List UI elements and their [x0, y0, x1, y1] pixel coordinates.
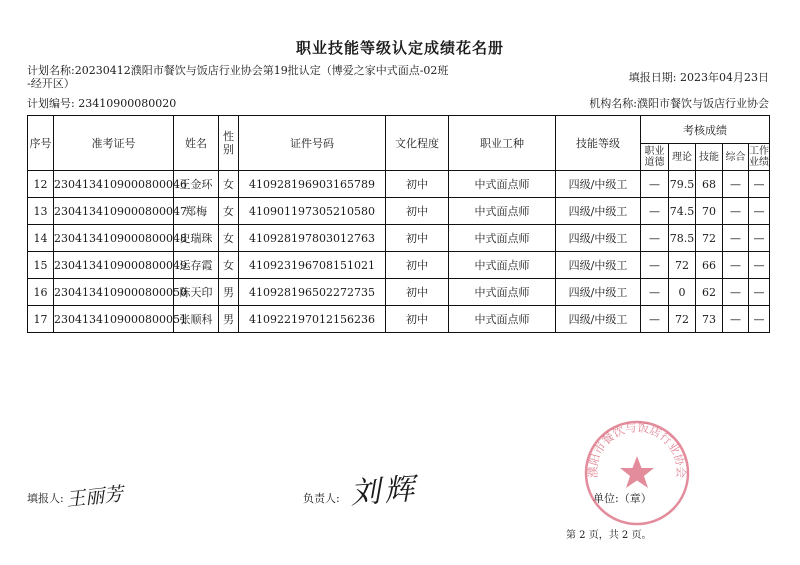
cell-gender: 女 [219, 252, 239, 279]
plan-no: 23410900080020 [78, 97, 177, 110]
cell-ethics: — [641, 198, 669, 225]
cell-exam-no: 2304134109000800048 [54, 225, 174, 252]
cell-gender: 女 [219, 171, 239, 198]
cell-skill: 68 [696, 171, 723, 198]
cell-theory: 72 [669, 306, 696, 333]
cell-seq: 12 [28, 171, 54, 198]
cell-occupation: 中式面点师 [449, 279, 556, 306]
header-occupation: 职业工种 [449, 116, 556, 171]
plan-no-label: 计划编号: [27, 97, 75, 110]
header-education: 文化程度 [386, 116, 449, 171]
header-theory: 理论 [669, 144, 696, 171]
cell-ethics: — [641, 171, 669, 198]
table-row [28, 306, 770, 333]
header-name: 姓名 [174, 116, 219, 171]
cell-education: 初中 [386, 252, 449, 279]
cell-work: — [749, 279, 770, 306]
score-table [27, 115, 770, 333]
header-scores: 考核成绩 [641, 116, 770, 144]
cell-id-no: 410923196708151021 [239, 252, 386, 279]
cell-seq: 17 [28, 306, 54, 333]
cell-skill: 62 [696, 279, 723, 306]
header-level: 技能等级 [556, 116, 641, 171]
table-row [28, 279, 770, 306]
cell-theory: 72 [669, 252, 696, 279]
cell-education: 初中 [386, 198, 449, 225]
cell-comprehensive: — [723, 171, 749, 198]
cell-work: — [749, 225, 770, 252]
header-id-no: 证件号码 [239, 116, 386, 171]
cell-comprehensive: — [723, 306, 749, 333]
cell-skill: 70 [696, 198, 723, 225]
cell-id-no: 410922197012156236 [239, 306, 386, 333]
cell-gender: 女 [219, 225, 239, 252]
cell-exam-no: 2304134109000800047 [54, 198, 174, 225]
seal-text: 濮阳市餐饮与饭店行业协会 [585, 420, 689, 479]
header-ethics: 职业道德 [641, 144, 669, 171]
filler-label: 填报人: [27, 492, 64, 505]
cell-comprehensive: — [723, 279, 749, 306]
cell-work: — [749, 306, 770, 333]
cell-occupation: 中式面点师 [449, 171, 556, 198]
cell-theory: 79.5 [669, 171, 696, 198]
cell-gender: 男 [219, 306, 239, 333]
page-info: 第 2 页，共 2 页。 [566, 530, 652, 541]
cell-comprehensive: — [723, 198, 749, 225]
cell-education: 初中 [386, 225, 449, 252]
fill-date-label: 填报日期: [628, 71, 677, 84]
cell-exam-no: 2304134109000800046 [54, 171, 174, 198]
plan-name-label: 计划名称: [27, 64, 75, 77]
header-exam-no: 准考证号 [54, 116, 174, 171]
cell-name: 王金环 [174, 171, 219, 198]
cell-skill: 66 [696, 252, 723, 279]
table-row [28, 252, 770, 279]
plan-name-line1: 20230412濮阳市餐饮与饭店行业协会第19批认定（博爱之家中式面点-02班 [74, 64, 449, 77]
cell-seq: 16 [28, 279, 54, 306]
cell-name: 张顺科 [174, 306, 219, 333]
unit-label: 单位:（章） [593, 492, 652, 505]
org-label: 机构名称: [589, 97, 637, 110]
cell-level: 四级/中级工 [556, 306, 641, 333]
cell-level: 四级/中级工 [556, 279, 641, 306]
cell-level: 四级/中级工 [556, 198, 641, 225]
cell-comprehensive: — [723, 252, 749, 279]
cell-level: 四级/中级工 [556, 252, 641, 279]
cell-exam-no: 2304134109000800050 [54, 279, 174, 306]
page-title: 职业技能等级认定成绩花名册 [295, 39, 504, 57]
plan-no-block [27, 97, 176, 110]
cell-name: 史瑞珠 [174, 225, 219, 252]
cell-id-no: 410928196502272735 [239, 279, 386, 306]
fill-date-block [600, 71, 769, 84]
responsible-signature: 刘辉 [349, 471, 420, 512]
header-seq: 序号 [28, 116, 54, 171]
org-block [520, 97, 769, 110]
header-comprehensive: 综合 [723, 144, 749, 171]
cell-education: 初中 [386, 171, 449, 198]
cell-education: 初中 [386, 306, 449, 333]
table-row [28, 171, 770, 198]
header-skill: 技能 [696, 144, 723, 171]
cell-skill: 73 [696, 306, 723, 333]
header-work: 工作业绩 [749, 144, 770, 171]
cell-seq: 14 [28, 225, 54, 252]
cell-id-no: 410928197803012763 [239, 225, 386, 252]
fill-date: 2023年04月23日 [680, 71, 769, 84]
seal-star-icon [620, 456, 654, 488]
filler-signature: 王丽芳 [65, 483, 125, 511]
cell-seq: 13 [28, 198, 54, 225]
cell-name: 郑梅 [174, 198, 219, 225]
cell-name: 陈天印 [174, 279, 219, 306]
cell-education: 初中 [386, 279, 449, 306]
cell-theory: 0 [669, 279, 696, 306]
cell-level: 四级/中级工 [556, 225, 641, 252]
cell-occupation: 中式面点师 [449, 198, 556, 225]
plan-name-block [27, 64, 587, 90]
cell-occupation: 中式面点师 [449, 225, 556, 252]
cell-ethics: — [641, 225, 669, 252]
cell-ethics: — [641, 306, 669, 333]
responsible-label: 负责人: [303, 492, 340, 505]
cell-occupation: 中式面点师 [449, 306, 556, 333]
cell-name: 运存霞 [174, 252, 219, 279]
cell-work: — [749, 252, 770, 279]
cell-seq: 15 [28, 252, 54, 279]
cell-exam-no: 2304134109000800049 [54, 252, 174, 279]
plan-name-line2: -经开区） [27, 77, 75, 90]
cell-occupation: 中式面点师 [449, 252, 556, 279]
cell-ethics: — [641, 252, 669, 279]
official-seal [582, 418, 692, 528]
cell-gender: 男 [219, 279, 239, 306]
table-row [28, 198, 770, 225]
cell-gender: 女 [219, 198, 239, 225]
cell-theory: 78.5 [669, 225, 696, 252]
table-row [28, 225, 770, 252]
cell-ethics: — [641, 279, 669, 306]
cell-theory: 74.5 [669, 198, 696, 225]
cell-level: 四级/中级工 [556, 171, 641, 198]
table-body [28, 171, 770, 333]
org-name: 濮阳市餐饮与饭店行业协会 [637, 97, 769, 110]
header-gender: 性别 [219, 116, 239, 171]
cell-comprehensive: — [723, 225, 749, 252]
cell-work: — [749, 171, 770, 198]
cell-id-no: 410928196903165789 [239, 171, 386, 198]
cell-work: — [749, 198, 770, 225]
cell-exam-no: 2304134109000800051 [54, 306, 174, 333]
cell-id-no: 410901197305210580 [239, 198, 386, 225]
cell-skill: 72 [696, 225, 723, 252]
